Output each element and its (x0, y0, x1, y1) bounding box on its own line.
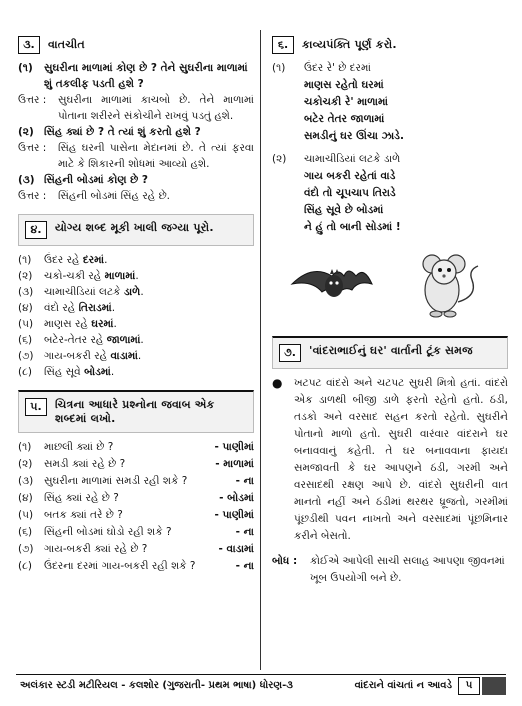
answer-text: - બોડમાં (219, 492, 254, 504)
section-banner (18, 214, 254, 246)
answer-text: - વાડામાં (218, 543, 254, 555)
answer-text: - ના (235, 475, 254, 487)
item-number: (૭) (18, 350, 34, 362)
sentence (44, 268, 254, 284)
sentence-text: સિંહ સૂવે (44, 366, 85, 378)
question-row (18, 172, 254, 188)
sentence-end: . (135, 270, 139, 282)
question-row (18, 60, 254, 92)
poem-line: ચકોચકી રે' માળામાં (304, 96, 388, 108)
question-answer-row (18, 439, 254, 456)
sentence-text: ઉંદર રહે (44, 254, 83, 266)
item-number: (૩) (18, 286, 34, 298)
item-number: (૧) (18, 62, 33, 74)
item-number: (૭) (18, 543, 34, 555)
fill-blank-row (18, 316, 254, 332)
sentence-text: બટેર-તેતર રહે (44, 334, 107, 346)
section-conversation (18, 36, 254, 204)
item-number: (૨) (18, 458, 33, 470)
item-number: ઉત્તર : (18, 190, 47, 202)
item-number: (૬) (18, 334, 33, 346)
fill-blank-row (18, 268, 254, 284)
question-text: સિંહ ક્યાં છે ? તે ત્યાં શું કરતો હશે ? (44, 126, 201, 138)
sentence (44, 252, 254, 268)
item-number: (૨) (18, 270, 33, 282)
right-column (272, 36, 508, 597)
poem-line: ચામાચીડિયાં લટકે ડાળે (304, 153, 401, 165)
sentence-end: . (111, 302, 116, 314)
section-picture-questions (18, 390, 254, 575)
mouse-icon (423, 255, 478, 317)
answer-text: - ના (235, 560, 254, 572)
question-answer-row (18, 490, 254, 507)
poem-line: ને હું તો બાની સોડમાં ! (304, 221, 401, 233)
fill-blank-row (18, 252, 254, 268)
section-number: ૩. (18, 36, 40, 54)
question-text: ઉંદરના દરમાં ગાય-બકરી રહી શકે ? (44, 560, 196, 572)
section-number: ૬. (272, 36, 294, 54)
sentence-text: માણસ રહે (44, 318, 92, 330)
sentence (44, 300, 254, 316)
section-number: ૭. (279, 344, 301, 362)
poem-line: ગાય બકરી રહેતાં વાડે (304, 170, 396, 182)
item-number: (૮) (18, 366, 32, 378)
section-banner (18, 390, 254, 433)
left-column (18, 36, 254, 585)
answer-text: - માળામાં (215, 458, 254, 470)
section-title: યોગ્ય શબ્દ મૂકી ખાલી જગ્યા પૂરો. (55, 221, 214, 234)
poem-line: ઉંદર રે' છે દરમાં (304, 62, 371, 74)
filled-answer: જાળામાં (106, 334, 141, 346)
poem-line: સિંહ સૂવે છે બોડમાં (304, 204, 384, 216)
item-number: (૧) (18, 441, 32, 453)
sentence-end: . (140, 286, 144, 298)
poem-line: બટેર તેતર જાળામાં (304, 113, 385, 125)
item-number: (૨) (18, 126, 34, 138)
question-text: સિંહ ક્યાં રહે છે ? (44, 492, 119, 504)
fill-blank-row (18, 332, 254, 348)
poem-line: વંદો તો ચૂપચાપ તિરાડે (304, 187, 396, 199)
question-text: માછલી ક્યાં છે ? (44, 441, 114, 453)
moral-text: કોઈએ આપેલી સાચી સલાહ આપણા જીવનમાં ખૂબ ઉપયોગી બને છે. (310, 555, 505, 584)
question-text: સુઘરીના માળામાં કોણ છે ? તેને સુઘરીના માળામાં શું તકલીફ પડતી હશે ? (44, 62, 248, 90)
filled-answer: દરમાં (82, 254, 105, 266)
stanza-number: (૨) (272, 153, 287, 165)
poem-line: માણસ રહેતો ઘરમાં (304, 79, 384, 91)
question-answer-row (18, 524, 254, 541)
question-text: સુઘરીના માળામાં સમડી રહી શકે ? (44, 475, 188, 487)
poem-stanza-1 (272, 60, 508, 145)
story-text: ખટપટ વાંદરો અને ચટપટ સુઘરી મિત્રો હતાં. વાંદરો એક ડાળથી બીજી ડાળે ફરતો રહેતો હતો. ઠંડી, તડકો અને વરસાદ સહન કરતો રહેતો. સુઘરીને પોતાનો માળો હતો. સુઘરી વારંવાર વાંદરાને ઘર બનાવવાનું કહેતી. તે ઘર બનાવવાના ફાયદા સમજાવતી કે ઘર આપણને ઠંડી, ગરમી અને વરસાદથી રક્ષણ આપે છે. વાંદરો સુઘરીની વાત માનતો નહીં અને ઠંડીમાં થરથર ધ્રૂજતો, ગરમીમાં પૂંછડીથી પવન નાખતો અને વરસાદમાં પૂંછમિનાર કરીને બેસતો. (294, 377, 508, 542)
qa-list (18, 60, 254, 204)
filled-answer: માળામાં (104, 270, 136, 282)
page-footer (16, 674, 506, 696)
section-number: ૫. (25, 398, 47, 416)
section-number: ૪. (25, 221, 47, 239)
bat-and-mouse-illustration (272, 246, 508, 326)
sentence (44, 364, 254, 380)
item-number: (૩) (18, 174, 35, 186)
answer-text: સિંહ ઘરની પાસેના મેદાનમાં છે. તે ત્યાં ફરવા માટે કે શિકારની શોધમાં આવ્યો હશે. (58, 142, 254, 170)
question-answer-row (18, 473, 254, 490)
answer-text: સુઘરીના માળામાં કાચબો છે. તેને માળામાં પોતાના શરીરને સંકોચીને રાખવું પડતું હશે. (58, 94, 254, 122)
sentence-text: ચામાચીડિયાં લટકે (44, 286, 124, 298)
footer-decoration (482, 677, 506, 695)
answer-text: - પાણીમાં (214, 509, 254, 521)
section-complete-poem (272, 36, 508, 236)
section-header (18, 36, 254, 54)
question-answer-row (18, 507, 254, 524)
sentence (44, 348, 254, 364)
poem-lines (304, 151, 508, 236)
item-number: (૫) (18, 318, 34, 330)
item-number: (૫) (18, 509, 34, 521)
section-title: કાવ્યપંક્તિ પૂર્ણ કરો. (302, 38, 397, 51)
item-number: (૮) (18, 560, 32, 572)
fill-blank-row (18, 284, 254, 300)
section-title: ચિત્રના આધારે પ્રશ્નોના જવાબ એક શબ્દમાં લખો. (55, 398, 215, 425)
sentence-text: વંદો રહે (44, 302, 79, 314)
fill-blank-row (18, 300, 254, 316)
section-story-summary (272, 336, 508, 587)
fill-blank-row (18, 364, 254, 380)
item-number: ઉત્તર : (18, 142, 47, 154)
question-text: સિંહની બોડમાં ઘોડો રહી શકે ? (44, 526, 172, 538)
column-divider (260, 30, 261, 670)
sentence (44, 332, 254, 348)
section-title: વાતચીત (48, 38, 85, 51)
item-number: ઉત્તર : (18, 94, 47, 106)
filled-answer: ડાળે (123, 286, 141, 298)
filled-answer: વાડામાં (110, 350, 138, 362)
question-answer-row (18, 541, 254, 558)
bat-icon (292, 269, 372, 297)
moral-label: બોધ : (272, 555, 298, 567)
fill-blank-list (18, 252, 254, 380)
item-number: (૧) (18, 254, 32, 266)
sentence (44, 316, 254, 332)
chapter-title: વાંદરાને વાંચતાં ન આવડે (354, 680, 452, 691)
question-row (18, 124, 254, 140)
one-word-answer-list (18, 439, 254, 575)
sentence-end: . (137, 350, 142, 362)
poem-line: સમડીનું ઘર ઊંચા ઝાડે. (304, 130, 404, 142)
section-header (272, 36, 508, 54)
question-text: બતક ક્યાં તરે છે ? (44, 509, 123, 521)
publisher-line: અલંકાર સ્ટડી મટીરિયલ - કલશોર (ગુજરાતી- પ્રથમ ભાષા) ધોરણ-૩ (20, 680, 293, 691)
answer-text: - ના (235, 526, 254, 538)
bullet-icon: ● (272, 376, 283, 390)
question-answer-row (18, 558, 254, 575)
sentence-end: . (140, 334, 144, 346)
item-number: (૪) (18, 492, 33, 504)
stanza-number: (૧) (272, 62, 286, 74)
section-banner (272, 336, 508, 369)
answer-row (18, 140, 254, 172)
question-answer-row (18, 456, 254, 473)
moral (272, 553, 508, 587)
section-fill-blanks (18, 214, 254, 380)
sentence-text: ગાય-બકરી રહે (44, 350, 111, 362)
story-paragraph (272, 375, 508, 545)
filled-answer: બોડમાં (84, 366, 111, 378)
answer-text: - પાણીમાં (214, 441, 254, 453)
filled-answer: ઘરમાં (91, 318, 114, 330)
sentence-end: . (104, 254, 108, 266)
answer-row (18, 188, 254, 204)
sentence-text: ચકો-ચકી રહે (44, 270, 105, 282)
poem-stanza-2 (272, 151, 508, 236)
item-number: (૬) (18, 526, 33, 538)
question-text: સિંહની બોડમાં કોણ છે ? (44, 174, 148, 186)
item-number: (૩) (18, 475, 34, 487)
question-text: સમડી ક્યાં રહે છે ? (44, 458, 126, 470)
section-title: 'વાંદરાભાઈનું ઘર' વાર્તાની ટૂંક સમજ (309, 344, 473, 357)
answer-row (18, 92, 254, 124)
filled-answer: તિરાડમાં (78, 302, 112, 314)
page-number: ૫ (458, 677, 480, 695)
sentence-end: . (113, 318, 117, 330)
fill-blank-row (18, 348, 254, 364)
sentence-end: . (110, 366, 115, 378)
cartoon-illustration (272, 246, 508, 326)
item-number: (૪) (18, 302, 33, 314)
poem-lines (304, 60, 508, 145)
question-text: ગાય-બકરી ક્યાં રહે છે ? (44, 543, 148, 555)
sentence (44, 284, 254, 300)
answer-text: સિંહની બોડમાં સિંહ રહે છે. (58, 190, 171, 202)
